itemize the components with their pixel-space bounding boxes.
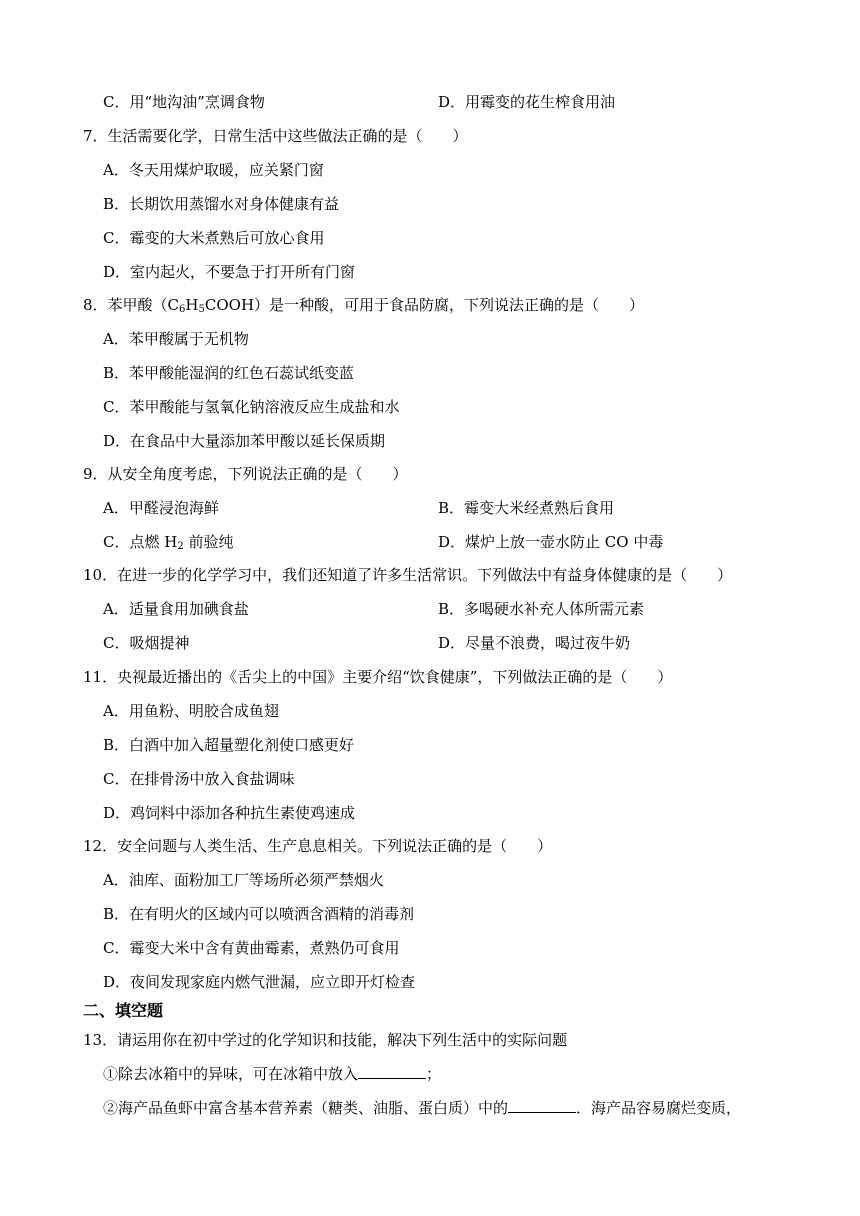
- q7-option-a: A．冬天用煤炉取暖，应关紧门窗: [103, 161, 324, 179]
- q12-option-b: B．在有明火的区域内可以喷洒含酒精的消毒剂: [103, 905, 415, 923]
- q7-stem: 7．生活需要化学，日常生活中这些做法正确的是（ ）: [83, 127, 468, 145]
- q8-option-a: A．苯甲酸属于无机物: [103, 330, 249, 348]
- q6-option-c: C．用“地沟油”烹调食物: [103, 93, 265, 111]
- q8-sub1: 6: [179, 304, 186, 315]
- q8-option-b: B．苯甲酸能湿润的红色石蕊试纸变蓝: [103, 364, 355, 382]
- q7-option-b: B．长期饮用蒸馏水对身体健康有益: [103, 195, 340, 213]
- q9-stem: 9．从安全角度考虑，下列说法正确的是（ ）: [83, 465, 408, 483]
- q9-option-c-sub: 2: [177, 541, 184, 552]
- q9-option-b: B．霉变大米经煮熟后食用: [438, 499, 615, 517]
- answer-blank[interactable]: [508, 1098, 576, 1113]
- q12-option-d: D．夜间发现家庭内燃气泄漏，应立即开灯检查: [103, 973, 416, 991]
- q9-option-a: A．甲醛浸泡海鲜: [103, 499, 219, 517]
- q9-option-c-pre: C．点燃 H: [103, 533, 178, 551]
- q8-stem-post: COOH）是一种酸，可用于食品防腐，下列说法正确的是（ ）: [204, 296, 645, 314]
- q8-stem: [83, 295, 644, 315]
- q8-option-d: D．在食品中大量添加苯甲酸以延长保质期: [103, 432, 386, 450]
- q9-option-c: [103, 532, 233, 552]
- q13-item-2-post: ．海产品容易腐烂变质，: [576, 1099, 742, 1117]
- q8-stem-pre: 8．苯甲酸（C: [83, 296, 180, 314]
- q7-option-c: C．霉变的大米煮熟后可放心食用: [103, 229, 325, 247]
- q11-stem: 11．央视最近播出的《舌尖上的中国》主要介绍“饮食健康”，下列做法正确的是（ ）: [83, 668, 673, 686]
- q13-item-1: [103, 1064, 441, 1084]
- q8-sub2: 5: [198, 304, 205, 315]
- q10-stem: 10．在进一步的化学学习中，我们还知道了许多生活常识。下列做法中有益身体健康的是（ ）: [83, 566, 733, 584]
- q13-stem: 13．请运用你在初中学过的化学知识和技能，解决下列生活中的实际问题: [83, 1031, 568, 1049]
- q6-option-d: D．用霉变的花生榨食用油: [438, 93, 616, 111]
- q9-option-d: D．煤炉上放一壶水防止 CO 中毒: [438, 533, 664, 551]
- q12-option-a: A．油库、面粉加工厂等场所必须严禁烟火: [103, 871, 384, 889]
- q11-option-a: A．用鱼粉、明胶合成鱼翅: [103, 702, 279, 720]
- q13-item-1-post: ；: [426, 1065, 442, 1083]
- answer-blank[interactable]: [358, 1064, 426, 1079]
- section-title-fill-in: 二、填空题: [83, 1001, 164, 1020]
- q9-option-c-post: 前验纯: [183, 533, 234, 551]
- q8-option-c: C．苯甲酸能与氢氧化钠溶液反应生成盐和水: [103, 398, 400, 416]
- q13-item-2-pre: ②海产品鱼虾中富含基本营养素（糖类、油脂、蛋白质）中的: [103, 1099, 509, 1117]
- q8-mid1: H: [185, 296, 199, 314]
- q10-option-a: A．适量食用加碘食盐: [103, 600, 249, 618]
- q11-option-d: D．鸡饲料中添加各种抗生素使鸡速成: [103, 804, 356, 822]
- q12-option-c: C．霉变大米中含有黄曲霉素，煮熟仍可食用: [103, 939, 400, 957]
- q11-option-b: B．白酒中加入超量塑化剂使口感更好: [103, 736, 355, 754]
- q13-item-2: [103, 1098, 741, 1118]
- q10-option-c: C．吸烟提神: [103, 634, 190, 652]
- q13-item-1-pre: ①除去冰箱中的异味，可在冰箱中放入: [103, 1065, 359, 1083]
- q12-stem: 12．安全问题与人类生活、生产息息相关。下列说法正确的是（ ）: [83, 837, 553, 855]
- q10-option-b: B．多喝硬水补充人体所需元素: [438, 600, 645, 618]
- q7-option-d: D．室内起火，不要急于打开所有门窗: [103, 263, 356, 281]
- q10-option-d: D．尽量不浪费，喝过夜牛奶: [438, 634, 631, 652]
- q11-option-c: C．在排骨汤中放入食盐调味: [103, 770, 295, 788]
